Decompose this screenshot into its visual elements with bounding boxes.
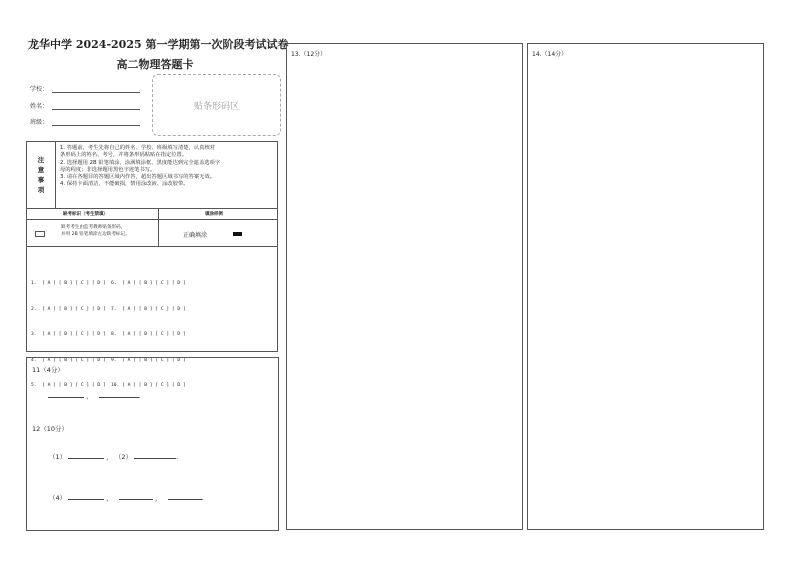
- choice-options[interactable]: [ A ] [ B ] [ C ] [ D ]: [122, 281, 186, 286]
- school-line[interactable]: [52, 86, 140, 93]
- period: .: [176, 453, 179, 461]
- correct-fill-label: 正确填涂: [183, 232, 208, 239]
- absent-note: [61, 225, 130, 238]
- notice-char: 项: [37, 186, 45, 194]
- q14-label: 14.（14分）: [532, 51, 568, 58]
- choice-number: 5.: [31, 383, 37, 388]
- divider: [27, 246, 277, 247]
- absent-note-line: 缺考考生由监考教师贴条形码，: [61, 225, 126, 230]
- example-header: 填涂样例: [205, 212, 223, 217]
- q12-blank-4[interactable]: [119, 493, 153, 500]
- absent-header: 缺考标识（考生禁填）: [63, 212, 108, 217]
- divider: [27, 208, 277, 209]
- choice-number: 6.: [111, 281, 117, 286]
- choice-options[interactable]: [ A ] [ B ] [ C ] [ D ]: [42, 306, 106, 312]
- name-field[interactable]: [30, 101, 140, 110]
- q11-blank-2[interactable]: [99, 391, 139, 398]
- q13-label: 13.（12分）: [291, 51, 327, 58]
- choice-row-7: [111, 306, 186, 315]
- absent-note-line: 并用 2B 铅笔填涂左边缺考标记。: [61, 231, 130, 237]
- q11-label: 11（4分）: [32, 366, 64, 374]
- q12-blank-2[interactable]: [134, 452, 179, 461]
- notice-line: 2. 选择题用 2B 铅笔填涂，涂满填涂框，黑度能达到完全遮盖选项字: [60, 159, 221, 166]
- name-line[interactable]: [52, 103, 140, 110]
- choice-row-6: [111, 280, 186, 289]
- period: .: [138, 392, 141, 400]
- q12-row-2: [49, 493, 204, 502]
- choice-row-3: [31, 331, 106, 340]
- school-field[interactable]: [30, 84, 140, 93]
- separator: ，: [106, 453, 113, 461]
- q11-q12-box: [26, 357, 279, 531]
- name-label: 姓名：: [30, 103, 49, 110]
- divider: [27, 219, 277, 220]
- notice-line: 3. 请在各题目的答题区域内作答，超出答题区域书写的答案无效。: [60, 174, 216, 181]
- notice-line: 4. 保持卡面清洁，不能破损，禁用涂改液、涂改胶带。: [60, 181, 189, 188]
- notice-char: 事: [37, 176, 45, 184]
- choice-options[interactable]: [ A ] [ B ] [ C ] [ D ]: [42, 281, 106, 286]
- q11-blank-1[interactable]: [48, 391, 84, 398]
- class-line[interactable]: [52, 119, 140, 126]
- part-number: （2）: [114, 453, 133, 461]
- q12-blank-1[interactable]: [68, 452, 104, 459]
- q14-box[interactable]: [527, 43, 764, 530]
- separator: ，: [154, 494, 162, 502]
- separator: ，: [106, 494, 113, 502]
- choice-options[interactable]: [ A ] [ B ] [ C ] [ D ]: [42, 383, 106, 388]
- q12-label: 12（10分）: [32, 425, 69, 433]
- choice-options[interactable]: [ A ] [ B ] [ C ] [ D ]: [42, 357, 106, 363]
- class-label: 班级：: [30, 119, 49, 126]
- notice-text: [60, 145, 275, 189]
- divider: [158, 208, 159, 246]
- school-label: 学校：: [30, 86, 49, 93]
- choice-row-1: [31, 280, 106, 289]
- notice-line: 条形码上的姓名、考号，并将条形码粘贴在指定位置。: [60, 152, 188, 159]
- choice-row-8: [111, 331, 186, 340]
- barcode-area: [152, 74, 281, 136]
- q12-row-1: [49, 452, 178, 461]
- choice-options[interactable]: [ A ] [ B ] [ C ] [ D ]: [122, 332, 186, 337]
- choice-options[interactable]: [ A ] [ B ] [ C ] [ D ]: [122, 383, 186, 388]
- exam-title: 龙华中学 2024-2025 第一学期第一次阶段考试试卷: [28, 38, 289, 51]
- choice-number: 2.: [31, 306, 37, 312]
- choice-number: 7.: [111, 306, 117, 312]
- notice-line: 1. 答题前，考生先将自己的姓名、学校、班级填写清楚，认真核对: [60, 145, 216, 151]
- period: .: [201, 494, 204, 502]
- q12-blank-3[interactable]: [68, 493, 104, 500]
- barcode-label: 贴条形码区: [193, 101, 239, 112]
- answer-sheet-subtitle: 高二物理答题卡: [116, 58, 194, 71]
- part-number: （4）: [49, 494, 67, 502]
- filled-box-sample: [233, 232, 242, 236]
- q11-answers: [48, 391, 141, 400]
- choice-options[interactable]: [ A ] [ B ] [ C ] [ D ]: [42, 332, 106, 337]
- choice-number: 10.: [111, 383, 120, 388]
- choice-number: 8.: [111, 332, 117, 337]
- q12-blank-5[interactable]: [168, 493, 202, 500]
- q13-box[interactable]: [286, 43, 523, 530]
- notice-char: 注: [37, 156, 45, 164]
- choice-options[interactable]: [ A ] [ B ] [ C ] [ D ]: [122, 306, 186, 312]
- separator: ，: [86, 392, 93, 400]
- choice-options[interactable]: [ A ] [ B ] [ C ] [ D ]: [122, 357, 186, 363]
- notice-line: 母的程度；非选择题用黑色字迹笔书写。: [60, 166, 156, 173]
- notice-label: [27, 142, 56, 208]
- choice-number: 9.: [111, 357, 117, 363]
- notice-char: 意: [37, 166, 45, 174]
- choice-row-2: [31, 306, 106, 315]
- choice-number: 3.: [31, 332, 37, 337]
- part-number: （1）: [49, 453, 67, 461]
- class-field[interactable]: [30, 117, 140, 126]
- choice-number: 1.: [31, 281, 37, 286]
- choice-number: 4.: [31, 357, 37, 363]
- absent-checkbox[interactable]: [35, 231, 45, 237]
